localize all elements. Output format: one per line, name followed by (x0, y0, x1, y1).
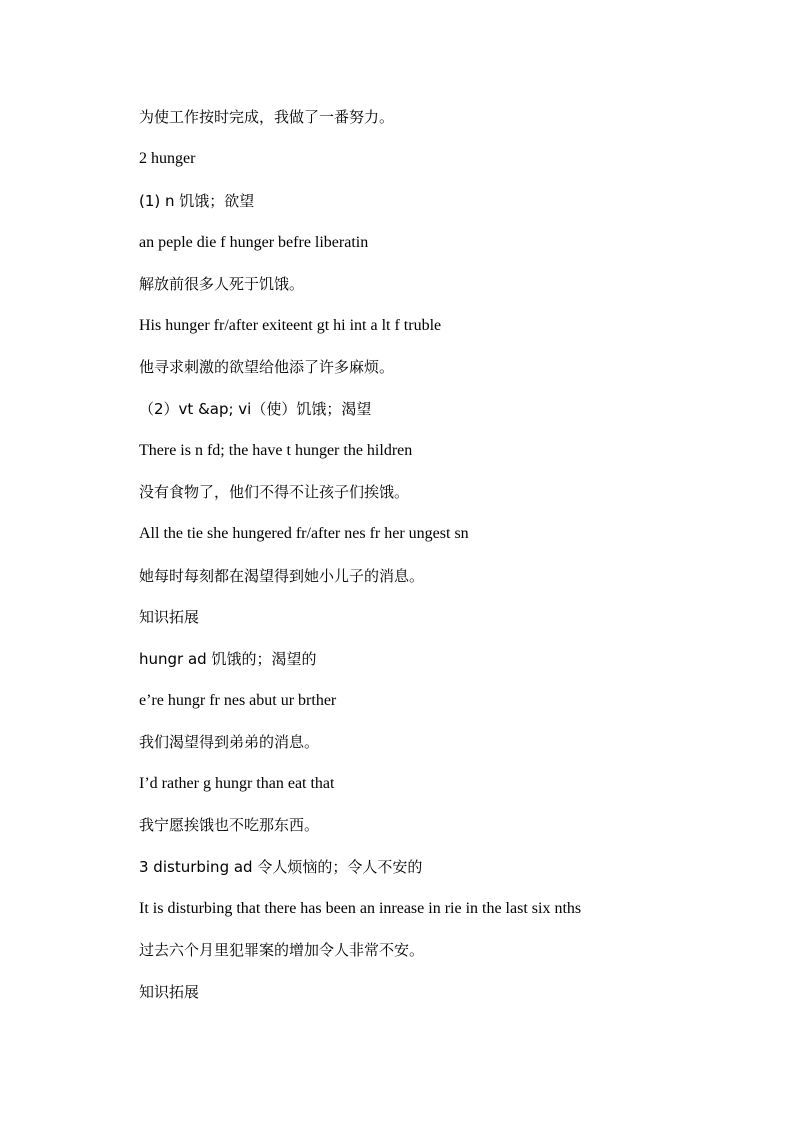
text-line-12: 她每时每刻都在渴望得到她小儿子的消息。 (139, 567, 425, 585)
text-line-2: 2 hunger (139, 150, 196, 167)
text-line-21: 过去六个月里犯罪案的增加令人非常不安。 (139, 941, 425, 959)
section-heading-2: 知识拓展 (139, 983, 200, 1001)
text-line-6: His hunger fr/after exiteent gt hi int a lt f truble (139, 317, 442, 334)
text-line-19: 3 disturbing ad 令人烦恼的；令人不安的 (139, 858, 423, 876)
text-line-17: I’d rather g hungr than eat that (139, 775, 335, 792)
text-line-16: 我们渴望得到弟弟的消息。 (139, 733, 320, 751)
text-line-4: an peple die f hunger befre liberatin (139, 234, 369, 251)
text-line-7: 他寻求刺激的欲望给他添了许多麻烦。 (139, 358, 395, 376)
text-line-3: (1) n 饥饿；欲望 (139, 192, 255, 210)
text-line-11: All the tie she hungered fr/after nes fr her ungest sn (139, 525, 469, 542)
section-heading-1: 知识拓展 (139, 608, 200, 626)
text-line-18: 我宁愿挨饿也不吃那东西。 (139, 816, 320, 834)
text-line-5: 解放前很多人死于饥饿。 (139, 275, 305, 293)
text-line-10: 没有食物了，他们不得不让孩子们挨饿。 (139, 483, 410, 501)
text-line-20: It is disturbing that there has been an inrease in rie in the last six nths (139, 900, 582, 917)
text-line-8: （2）vt &ap; vi（使）饥饿；渴望 (139, 400, 372, 418)
text-line-1: 为使工作按时完成，我做了一番努力。 (139, 108, 395, 126)
text-line-9: There is n fd; the have t hunger the hildren (139, 442, 413, 459)
text-line-14: hungr ad 饥饿的；渴望的 (139, 650, 317, 668)
text-line-15: e’re hungr fr nes abut ur brther (139, 692, 337, 709)
